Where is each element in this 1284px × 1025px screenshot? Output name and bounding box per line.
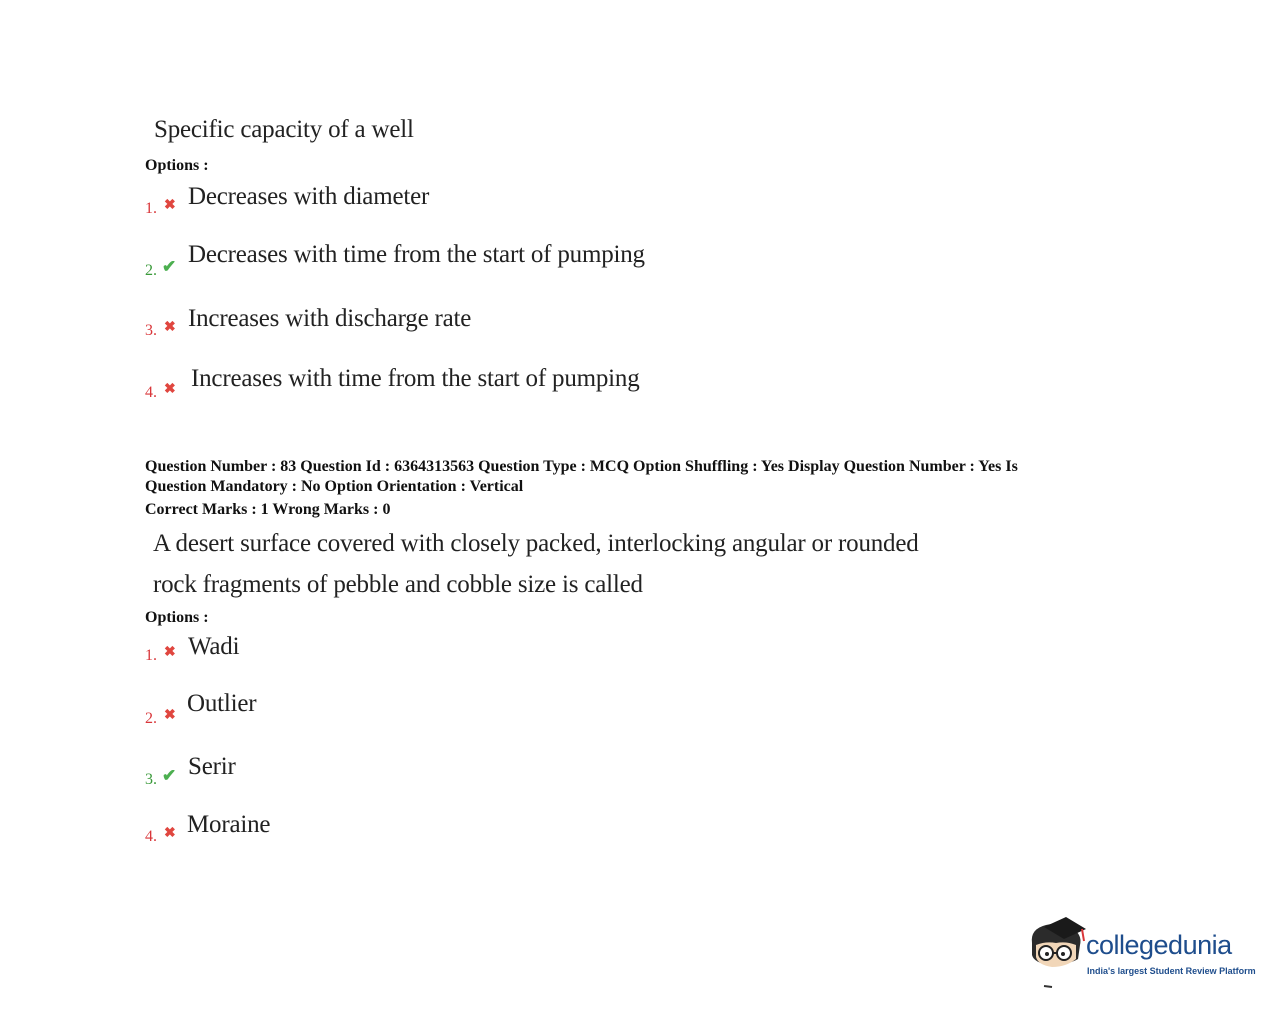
question-text-continued: rock fragments of pebble and cobble size is called	[153, 571, 643, 598]
option-number: 4.	[145, 384, 157, 401]
option-number: 2.	[145, 262, 157, 279]
options-label: Options :	[145, 157, 209, 174]
option-number: 3.	[145, 771, 157, 788]
option-text: Wadi	[188, 633, 240, 660]
cross-icon: ✖	[164, 198, 176, 213]
brand-name: collegedunia	[1086, 930, 1232, 960]
option-text: Increases with time from the start of pumping	[191, 365, 640, 392]
option-number: 2.	[145, 710, 157, 727]
option-number: 1.	[145, 647, 157, 664]
brand-tagline: India's largest Student Review Platform	[1087, 966, 1256, 976]
question-text: A desert surface covered with closely packed, interlocking angular or rounded	[153, 530, 919, 557]
check-icon: ✔	[162, 257, 177, 276]
option-text: Increases with discharge rate	[188, 305, 472, 332]
question-meta-continued: Question Mandatory : No Option Orientation : Vertical	[145, 478, 524, 495]
option-text: Serir	[188, 753, 236, 780]
option-number: 4.	[145, 828, 157, 845]
question-meta: Question Number : 83 Question Id : 6364313563 Question Type : MCQ Option Shuffling : Yes Display Question Number : Yes Is	[145, 458, 1018, 475]
cross-icon: ✖	[164, 826, 176, 841]
option-number: 3.	[145, 322, 157, 339]
option-text: Moraine	[187, 811, 271, 838]
check-icon: ✔	[162, 766, 177, 785]
option-text: Outlier	[187, 690, 257, 717]
cross-icon: ✖	[164, 645, 176, 660]
option-text: Decreases with diameter	[188, 183, 430, 210]
cross-icon: ✖	[164, 708, 176, 723]
cross-icon: ✖	[164, 382, 176, 397]
options-label: Options :	[145, 609, 209, 626]
option-number: 1.	[145, 200, 157, 217]
marks-info: Correct Marks : 1 Wrong Marks : 0	[145, 501, 391, 518]
option-text: Decreases with time from the start of pumping	[188, 241, 645, 268]
cross-icon: ✖	[164, 320, 176, 335]
question-text: Specific capacity of a well	[154, 116, 414, 143]
